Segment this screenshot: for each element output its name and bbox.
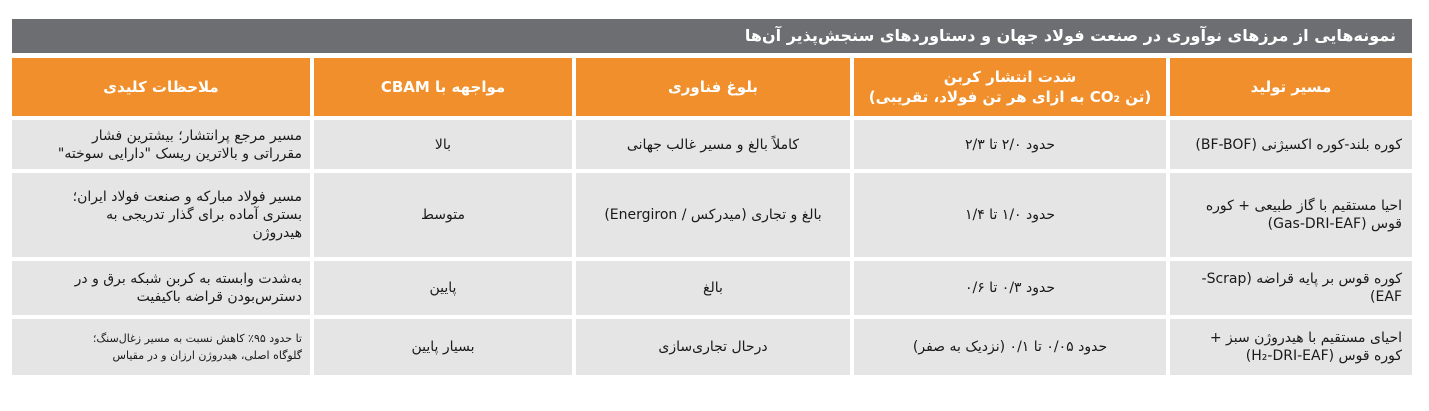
- cell-notes: [12, 116, 310, 169]
- notes-line: مسیر فولاد مبارکه و صنعت فولاد ایران؛: [72, 189, 302, 205]
- header-intensity-line1: شدت انتشار کربن: [943, 68, 1077, 86]
- notes-line: مسیر مرجع پرانتشار؛ بیشترین فشار: [92, 127, 302, 144]
- cell-cbam: پایین: [310, 257, 572, 315]
- cell-maturity: کاملاً بالغ و مسیر غالب جهانی: [572, 116, 850, 169]
- cell-route: [1166, 315, 1412, 375]
- route-line: کوره قوس (H₂-DRI-EAF): [1245, 348, 1402, 364]
- table-title: نمونه‌هایی از مرزهای نوآوری در صنعت فولاد جهان و دستاوردهای سنجش‌پذیر آن‌ها: [12, 19, 1412, 53]
- cell-cbam: متوسط: [310, 169, 572, 257]
- cell-notes: [12, 169, 310, 257]
- route-line: احیا مستقیم با گاز طبیعی + کوره: [1205, 198, 1402, 214]
- header-cbam: مواجهه با CBAM: [310, 53, 572, 116]
- cell-maturity: درحال تجاری‌سازی: [572, 315, 850, 375]
- cell-notes: [12, 257, 310, 315]
- header-route: مسیر تولید: [1166, 53, 1412, 116]
- table-row: [12, 315, 1412, 375]
- cell-route: [1166, 169, 1412, 257]
- header-notes: ملاحظات کلیدی: [12, 53, 310, 116]
- cell-cbam: بسیار پایین: [310, 315, 572, 375]
- header-maturity: بلوغ فناوری: [572, 53, 850, 116]
- cell-intensity: حدود ۰/۰۵ تا ۰/۱ (نزدیک به صفر): [850, 315, 1166, 375]
- cell-notes: [12, 315, 310, 375]
- notes-line: مقرراتی و بالاترین ریسک "دارایی سوخته": [57, 145, 302, 162]
- cell-route: [1166, 257, 1412, 315]
- steel-routes-table: [12, 53, 1412, 375]
- route-line: کوره بلند-کوره اکسیژنی (BF-BOF): [1195, 136, 1402, 153]
- cell-intensity: حدود ۰/۳ تا ۰/۶: [850, 257, 1166, 315]
- notes-line: به‌شدت وابسته به کربن شبکه برق و در: [74, 271, 302, 287]
- notes-line: دسترس‌بودن قراضه باکیفیت: [136, 289, 302, 305]
- notes-line: گلوگاه اصلی، هیدروژن ارزان و در مقیاس: [112, 349, 302, 362]
- cell-route: [1166, 116, 1412, 169]
- cell-maturity: بالغ و تجاری (میدرکس / Energiron): [572, 169, 850, 257]
- header-intensity-line2: (تن CO₂ به ازای هر تن فولاد، تقریبی): [868, 88, 1152, 106]
- table-row: [12, 169, 1412, 257]
- cell-intensity: حدود ۲/۰ تا ۲/۳: [850, 116, 1166, 169]
- route-line: EAF): [1370, 289, 1402, 305]
- notes-line: تا حدود ۹۵٪ کاهش نسبت به مسیر زغال‌سنگ؛: [92, 332, 302, 345]
- cell-intensity: حدود ۱/۰ تا ۱/۴: [850, 169, 1166, 257]
- route-line: قوس (Gas-DRI-EAF): [1267, 216, 1402, 232]
- table-row: [12, 257, 1412, 315]
- header-row: [12, 53, 1412, 116]
- notes-line: بستری آماده برای گذار تدریجی به: [106, 207, 302, 223]
- table-row: [12, 116, 1412, 169]
- cell-maturity: بالغ: [572, 257, 850, 315]
- route-line: احیای مستقیم با هیدروژن سبز +: [1209, 330, 1402, 346]
- steel-innovation-table-panel: [12, 19, 1412, 387]
- notes-line: هیدروژن: [252, 225, 302, 241]
- cell-cbam: بالا: [310, 116, 572, 169]
- route-line: کوره قوس بر پایه قراضه (Scrap-: [1201, 271, 1402, 287]
- header-intensity: [850, 53, 1166, 116]
